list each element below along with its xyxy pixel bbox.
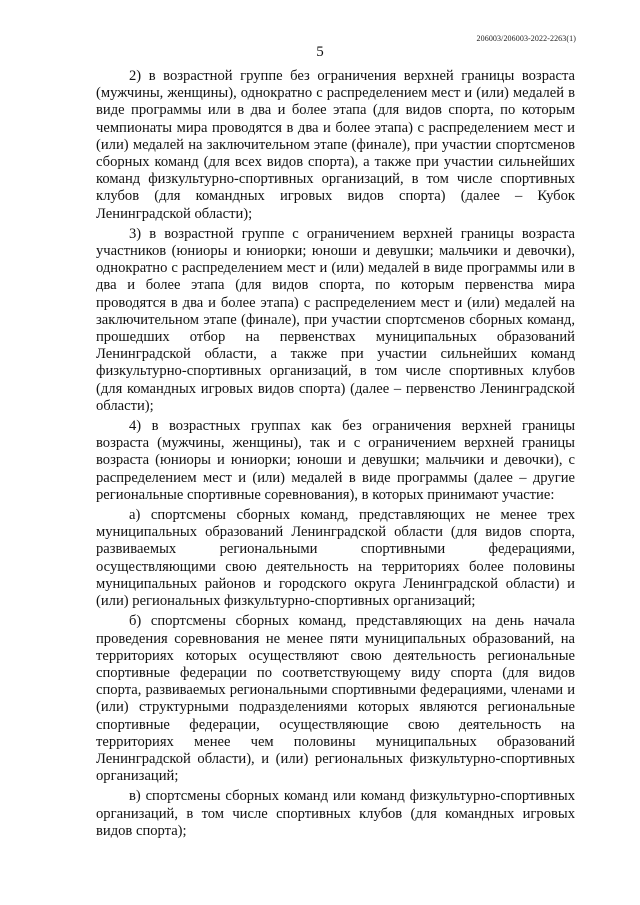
paragraph-item-2: 2) в возрастной группе без ограничения верхней границы возраста (мужчины, женщины), однократно с распределением мест и (или) медалей в виде программы или в два и более этапа (для видов спорта, по которым чемпионаты мира проводятся в два и более этапа) с распределением мест и (или) медалей на заключительном этапе (финале), при участии спортсменов сборных команд (для всех видов спорта), а также при участии сильнейших команд физкультурно-спортивных организаций, в том числе спортивных клубов (для командных игровых видов спорта) (далее – Кубок Ленинградской области);	[96, 68, 575, 222]
paragraph-subitem-a: а) спортсмены сборных команд, представляющих не менее трех муниципальных образований Ленинградской области (для видов спорта, развиваемых региональными спортивными федерациями, осуществляющими свою деятельность на территориях более половины муниципальных районов и городского округа Ленинградской области) и (или) региональных физкультурно-спортивных организаций;	[96, 507, 575, 610]
document-id: 206003/206003-2022-2263(1)	[476, 34, 576, 43]
paragraph-subitem-v: в) спортсмены сборных команд или команд физкультурно-спортивных организаций, в том числе спортивных клубов (для командных игровых видов спорта);	[96, 788, 575, 839]
paragraph-item-4: 4) в возрастных группах как без ограничения верхней границы возраста (мужчины, женщины), так и с ограничением верхней границы возраста (юниоры и юниорки; юноши и девушки; мальчики и девочки), с распределением мест и (или) медалей в виде программы (далее – другие региональные спортивные соревнования), в которых принимают участие:	[96, 418, 575, 503]
paragraph-item-3: 3) в возрастной группе с ограничением верхней границы возраста участников (юниоры и юниорки; юноши и девушки; мальчики и девочки), однократно с распределением мест и (или) медалей в виде программы или в два и более этапа (для видов спорта, по которым первенства мира проводятся в два и более этапа) с распределением мест и (или) медалей на заключительном этапе (финале), при участии спортсменов сборных команд, прошедших отбор на первенствах муниципальных образований Ленинградской области, а также при участии сильнейших команд физкультурно-спортивных организаций, в том числе спортивных клубов (для командных игровых видов спорта) (далее – первенство Ленинградской области);	[96, 225, 575, 414]
page-number: 5	[316, 44, 324, 60]
paragraph-subitem-b: б) спортсмены сборных команд, представляющих на день начала проведения соревнования не менее пяти муниципальных образований, на территориях которых осуществляют свою деятельность региональные спортивные федерации по соответствующему виду спорта (для видов спорта, развиваемых региональными спортивными федерациями, членами и (или) структурными подразделениями которых являются региональные спортивные федерации, осуществляющие свою деятельность на территориях менее чем половины муниципальных образований Ленинградской области), и (или) региональных физкультурно-спортивных организаций;	[96, 613, 575, 785]
document-body	[96, 68, 575, 843]
